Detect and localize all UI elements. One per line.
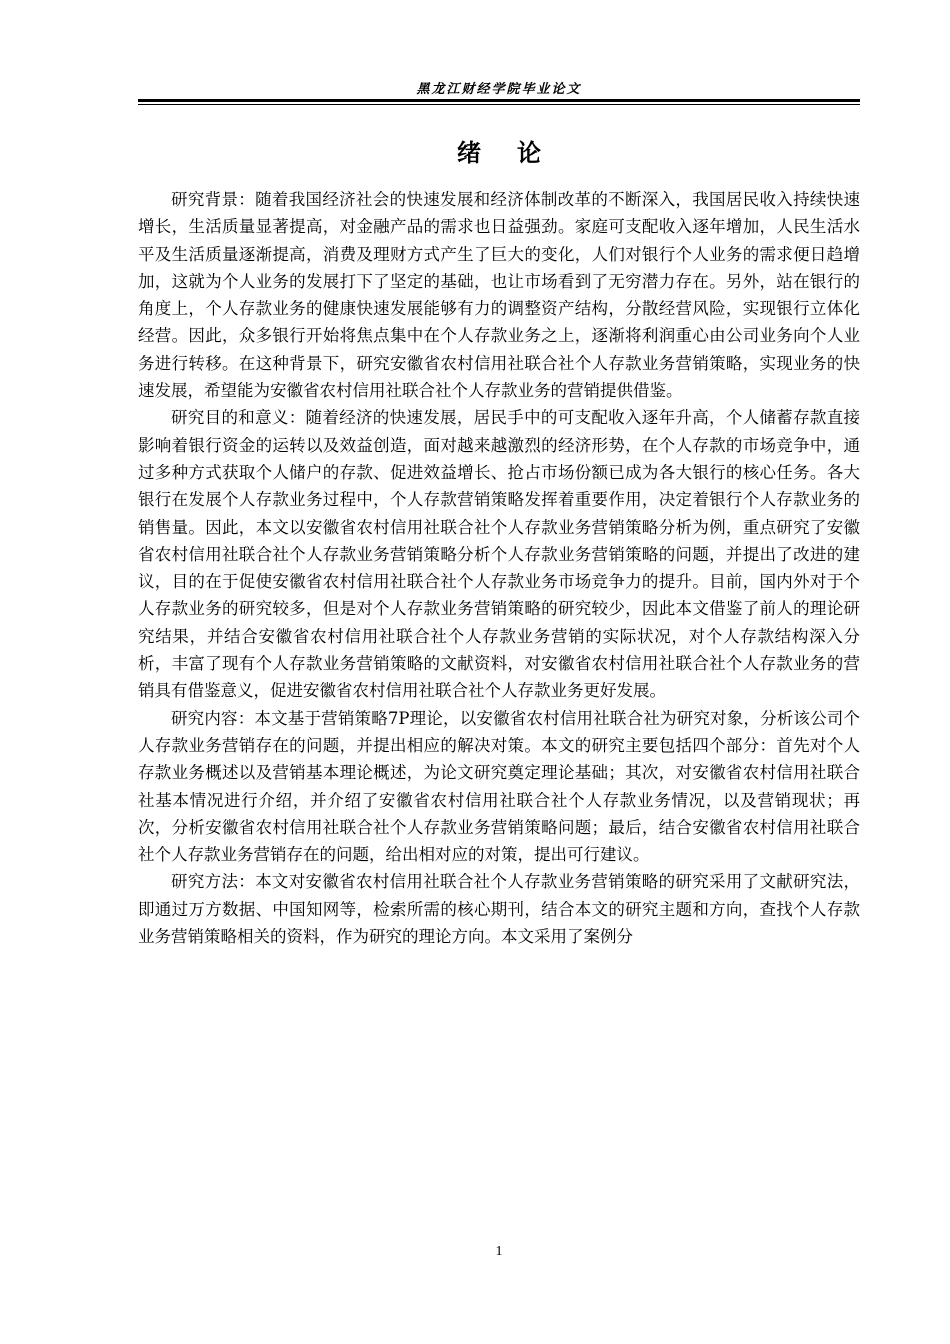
paragraph-content: 研究内容：本文基于营销策略7P理论，以安徽省农村信用社联合社为研究对象，分析该公司个人存款业务营销存在的问题，并提出相应的解决对策。本文的研究主要包括四个部分：首先对个人存款业务概述以及营销基本理论概述，为论文研究奠定理论基础；其次，对安徽省农村信用社联合社基本情况进行介绍，并介绍了安徽省农村信用社联合社个人存款业务情况，以及营销现状；再次，分析安徽省农村信用社联合社个人存款业务营销策略问题；最后，结合安徽省农村信用社联合社个人存款业务营销存在的问题，给出相对应的对策，提出可行建议。 xyxy=(138,708,860,865)
paragraph-method: 研究方法：本文对安徽省农村信用社联合社个人存款业务营销策略的研究采用了文献研究法，即通过万方数据、中国知网等，检索所需的核心期刊，结合本文的研究主题和方向，查找个人存款业务营销策略相关的资料，作为研究的理论方向。本文采用了案例分 xyxy=(138,872,860,947)
body-text xyxy=(138,186,860,950)
section-title: 绪论 xyxy=(457,139,577,167)
running-header: 黑龙江财经学院毕业论文 xyxy=(416,82,582,97)
header-rule-thick xyxy=(138,99,860,102)
paragraph-purpose: 研究目的和意义：随着经济的快速发展，居民手中的可支配收入逐年升高，个人储蓄存款直接影响着银行资金的运转以及效益创造，面对越来越激烈的经济形势，在个人存款的市场竞争中，通过多种方式获取个人储户的存款、促进效益增长、抢占市场份额已成为各大银行的核心任务。各大银行在发展个人存款业务过程中，个人存款营销策略发挥着重要作用，决定着银行个人存款业务的销售量。因此，本文以安徽省农村信用社联合社个人存款业务营销策略分析为例，重点研究了安徽省农村信用社联合社个人存款业务营销策略分析个人存款业务营销策略的问题，并提出了改进的建议，目的在于促使安徽省农村信用社联合社个人存款业务市场竞争力的提升。目前，国内外对于个人存款业务的研究较多，但是对个人存款业务营销策略的研究较少，因此本文借鉴了前人的理论研究结果，并结合安徽省农村信用社联合社个人存款业务营销的实际状况，对个人存款结构深入分析，丰富了现有个人存款业务营销策略的文献资料，对安徽省农村信用社联合社个人存款业务的营销具有借鉴意义，促进安徽省农村信用社联合社个人存款业务更好发展。 xyxy=(138,408,860,701)
header-rule-thin xyxy=(138,104,860,105)
page-number: 1 xyxy=(495,1244,503,1259)
paragraph-background: 研究背景：随着我国经济社会的快速发展和经济体制改革的不断深入，我国居民收入持续快速增长，生活质量显著提高，对金融产品的需求也日益强劲。家庭可支配收入逐年增加，人民生活水平及生活质量逐渐提高，消费及理财方式产生了巨大的变化，人们对银行个人业务的需求便日趋增加，这就为个人业务的发展打下了坚定的基础，也让市场看到了无穷潜力存在。另外，站在银行的角度上，个人存款业务的健康快速发展能够有力的调整资产结构，分散经营风险，实现银行立体化经营。因此，众多银行开始将焦点集中在个人存款业务之上，逐渐将利润重心由公司业务向个人业务进行转移。在这种背景下，研究安徽省农村信用社联合社个人存款业务营销策略，实现业务的快速发展，希望能为安徽省农村信用社联合社个人存款业务的营销提供借鉴。 xyxy=(138,190,860,401)
